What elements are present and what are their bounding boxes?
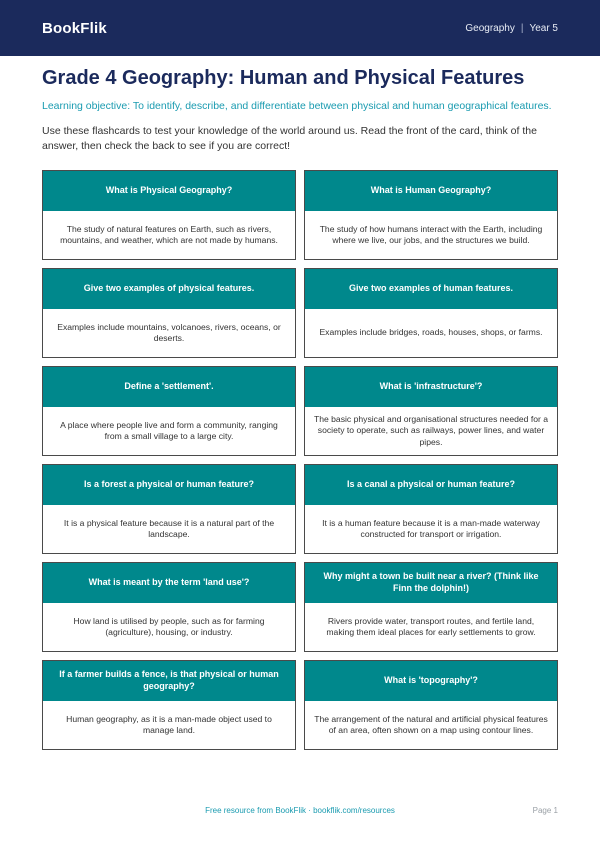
flashcard-front: Give two examples of physical features. — [43, 269, 295, 309]
flashcard-back: It is a human feature because it is a man-made waterway constructed for transport or irrigation. — [322, 517, 540, 539]
flashcard-back: Rivers provide water, transport routes, and fertile land, making them ideal places for early settlements to grow. — [326, 615, 536, 637]
flashcard-grid — [42, 170, 558, 750]
flashcard[interactable] — [42, 660, 296, 750]
flashcard[interactable] — [42, 170, 296, 260]
flashcard-front: What is 'topography'? — [305, 661, 557, 701]
flashcard-back: The study of how humans interact with the Earth, including where we live, our jobs, and the structures we build. — [319, 223, 543, 245]
flashcard-front: What is Physical Geography? — [43, 171, 295, 211]
flashcard-back: The basic physical and organisational structures needed for a society to operate, such as railways, power lines, and water pipes. — [313, 414, 549, 447]
subject-label: Geography — [465, 22, 515, 34]
learning-objective: Learning objective: To identify, describe, and differentiate between physical and human geographical features. — [42, 100, 552, 112]
flashcard-front: If a farmer builds a fence, is that physical or human geography? — [43, 661, 295, 701]
intro-text: Use these flashcards to test your knowledge of the world around us. Read the front of the card, think of the answer, then check the back to see if you are correct! — [42, 125, 537, 153]
flashcard[interactable] — [304, 660, 558, 750]
flashcard-front: Is a forest a physical or human feature? — [43, 465, 295, 505]
footer — [0, 806, 600, 822]
header-bar — [0, 0, 600, 56]
flashcard[interactable] — [304, 170, 558, 260]
brand-logo[interactable]: BookFlik — [42, 19, 107, 37]
flashcard[interactable] — [304, 562, 558, 652]
header-meta — [465, 23, 558, 34]
page-number: Page 1 — [532, 806, 558, 815]
flashcard-front: What is meant by the term 'land use'? — [43, 563, 295, 603]
flashcard[interactable] — [42, 562, 296, 652]
flashcard[interactable] — [304, 464, 558, 554]
flashcard-front: What is 'infrastructure'? — [305, 367, 557, 407]
flashcard[interactable] — [42, 464, 296, 554]
flashcard-back: Examples include bridges, roads, houses, shops, or farms. — [319, 327, 543, 338]
year-label: Year 5 — [529, 22, 558, 34]
flashcard-front: Give two examples of human features. — [305, 269, 557, 309]
page-title: Grade 4 Geography: Human and Physical Features — [42, 67, 525, 89]
flashcard-back: The arrangement of the natural and artificial physical features of an area, often shown on a map using contour lines. — [314, 713, 548, 735]
flashcard-back: The study of natural features on Earth, such as rivers, mountains, and weather, which are not made by humans. — [60, 223, 278, 245]
flashcard-front: Why might a town be built near a river? (Think like Finn the dolphin!) — [305, 563, 557, 603]
flashcard-front: What is Human Geography? — [305, 171, 557, 211]
flashcard[interactable] — [304, 366, 558, 456]
flashcard[interactable] — [304, 268, 558, 358]
flashcard-back: It is a physical feature because it is a natural part of the landscape. — [63, 517, 275, 539]
flashcard-front: Define a 'settlement'. — [43, 367, 295, 407]
flashcard-back: Examples include mountains, volcanoes, rivers, oceans, or deserts. — [57, 321, 281, 343]
resource-link[interactable]: Free resource from BookFlik · bookflik.com/resources — [205, 806, 395, 815]
meta-separator: | — [520, 22, 524, 34]
flashcard-back: Human geography, as it is a man-made object used to manage land. — [66, 713, 272, 735]
flashcard-back: How land is utilised by people, such as for farming (agriculture), housing, or industry. — [73, 615, 265, 637]
flashcard-back: A place where people live and form a community, ranging from a small village to a large city. — [60, 419, 278, 441]
flashcard-front: Is a canal a physical or human feature? — [305, 465, 557, 505]
flashcard[interactable] — [42, 268, 296, 358]
flashcard[interactable] — [42, 366, 296, 456]
